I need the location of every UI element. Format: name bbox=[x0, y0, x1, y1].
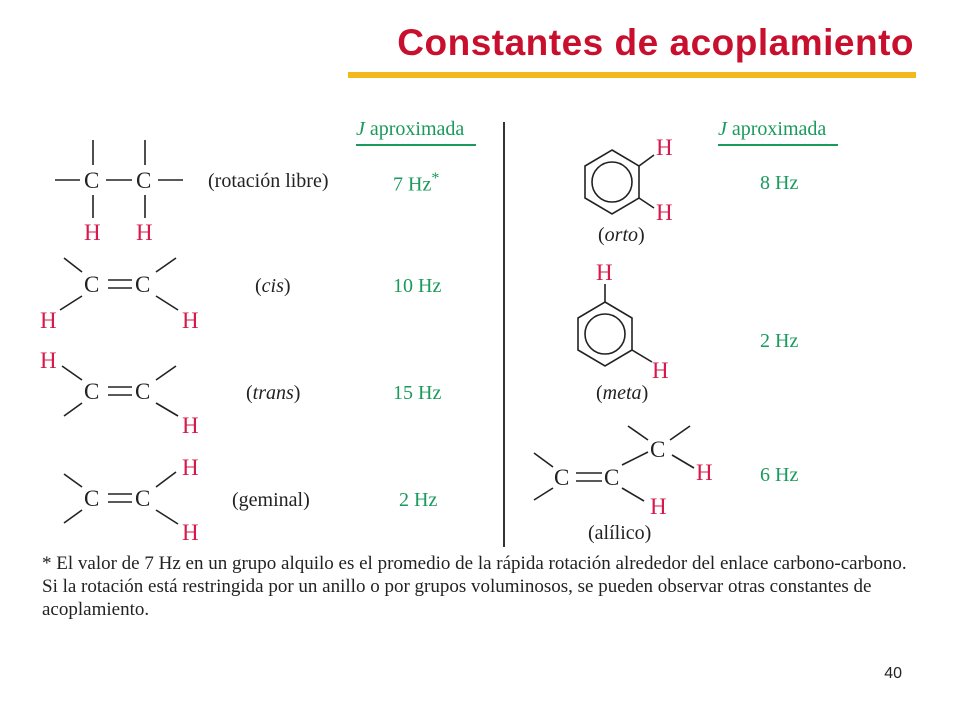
atom-h: H bbox=[596, 260, 613, 285]
atom-h: H bbox=[182, 308, 199, 333]
label-trans: (trans) bbox=[246, 382, 301, 404]
atom-h: H bbox=[696, 460, 713, 485]
page-number: 40 bbox=[884, 665, 902, 682]
atom-c: C bbox=[84, 486, 100, 511]
atom-c: C bbox=[136, 168, 152, 193]
atom-c: C bbox=[84, 379, 100, 404]
structure-allylic bbox=[534, 426, 713, 519]
atom-c: C bbox=[650, 437, 666, 462]
header-right-text: aproximada bbox=[726, 118, 827, 140]
atom-h: H bbox=[652, 358, 669, 383]
value-meta: 2 Hz bbox=[760, 330, 799, 352]
label-geminal: (geminal) bbox=[232, 489, 310, 511]
atom-c: C bbox=[135, 486, 151, 511]
footnote: * El valor de 7 Hz en un grupo alquilo es el promedio de la rápida rotación alrededor del enlace carbono-carbono. Si la rotación está restringida por un anillo o por grupos voluminosos, se pueden observar otras constantes de acoplamiento. bbox=[42, 553, 907, 620]
structure-meta-benzene bbox=[578, 260, 669, 383]
atom-h: H bbox=[182, 413, 199, 438]
atom-h: H bbox=[84, 220, 101, 245]
value-allylic: 6 Hz bbox=[760, 464, 799, 486]
atom-h: H bbox=[136, 220, 153, 245]
atom-c: C bbox=[84, 272, 100, 297]
label-allylic: (alílico) bbox=[588, 522, 652, 544]
slide-title: Constantes de acoplamiento bbox=[397, 22, 914, 63]
atom-c: C bbox=[604, 465, 620, 490]
asterisk-marker: * bbox=[431, 170, 440, 187]
label-cis: (cis) bbox=[255, 275, 291, 297]
atom-h: H bbox=[40, 308, 57, 333]
structure-cis-alkene bbox=[40, 258, 199, 333]
atom-c: C bbox=[135, 379, 151, 404]
atom-h: H bbox=[182, 520, 199, 545]
atom-c: C bbox=[135, 272, 151, 297]
atom-h: H bbox=[40, 348, 57, 373]
label-orto: (orto) bbox=[598, 224, 645, 246]
value-free-rotation: 7 Hz* bbox=[393, 170, 440, 196]
structure-ortho-benzene bbox=[585, 135, 673, 225]
label-free-rotation: (rotación libre) bbox=[208, 170, 329, 192]
value-orto: 8 Hz bbox=[760, 172, 799, 194]
label-meta: (meta) bbox=[596, 382, 649, 404]
header-left-j: J bbox=[356, 118, 365, 140]
atom-c: C bbox=[84, 168, 100, 193]
structure-geminal-alkene bbox=[64, 455, 199, 545]
value-geminal: 2 Hz bbox=[399, 489, 438, 511]
atom-h: H bbox=[182, 455, 199, 480]
atom-c: C bbox=[554, 465, 570, 490]
header-left-text: aproximada bbox=[364, 118, 465, 140]
atom-h: H bbox=[650, 494, 667, 519]
structure-ethane bbox=[55, 140, 183, 245]
header-right-j: J bbox=[718, 118, 727, 140]
value-cis: 10 Hz bbox=[393, 275, 442, 297]
atom-h: H bbox=[656, 135, 673, 160]
structure-trans-alkene bbox=[40, 348, 199, 438]
atom-h: H bbox=[656, 200, 673, 225]
value-trans: 15 Hz bbox=[393, 382, 442, 404]
